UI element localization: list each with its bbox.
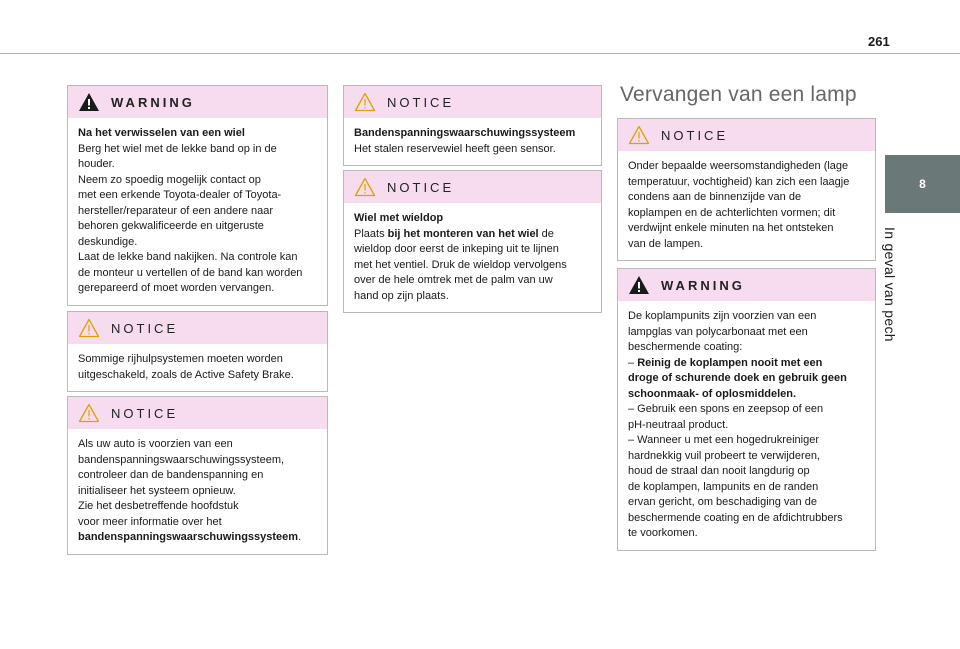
notice-box-wheel-cap	[343, 170, 602, 313]
text-line: over de hele omtrek met de palm van uw	[354, 274, 553, 286]
warning-triangle-icon	[78, 92, 100, 112]
notice-body	[68, 429, 327, 554]
warning-triangle-icon	[628, 275, 650, 295]
notice-box-spare-wheel	[343, 85, 602, 166]
text-pre: Plaats	[354, 227, 388, 240]
notice-box-tpms-reset	[67, 396, 328, 555]
chapter-label-wrap	[872, 222, 908, 347]
text-line: voor meer informatie over het	[78, 515, 222, 528]
warning-box-wheel-change	[67, 85, 328, 306]
notice-triangle-icon	[354, 177, 376, 197]
notice-body	[618, 151, 875, 260]
text-line: Laat de lekke band nakijken. Na controle kan	[78, 251, 298, 263]
text-line: beschermende coating en de afdichtrubbers	[628, 511, 843, 524]
chapter-label: In geval van pech	[882, 227, 898, 342]
text-line: temperatuur, vochtigheid) kan zich een laagje	[628, 175, 850, 188]
text-line: houder.	[78, 158, 115, 170]
chapter-tab[interactable]: 8	[885, 155, 960, 213]
text-line: van de lampen.	[628, 237, 704, 250]
notice-header	[618, 119, 875, 151]
text-line: koplampen en de achterlichten vormen; dit	[628, 206, 836, 219]
warning-title: WARNING	[111, 94, 195, 110]
text-line: Zie het desbetreffende hoofdstuk	[78, 500, 239, 512]
text-line: de koplampen, lampunits en de randen	[628, 480, 819, 493]
text-line: hardnekkig vuil probeert te verwijderen,	[628, 449, 820, 462]
notice-title: NOTICE	[111, 320, 179, 336]
notice-triangle-icon	[628, 125, 650, 145]
text-line: de monteur u vertellen of de band kan worden	[78, 266, 303, 279]
warning-body	[68, 118, 327, 305]
warning-subtitle: Na het verwisselen van een wiel	[78, 127, 245, 139]
text-line: ervan gericht, om beschadiging van de	[628, 496, 817, 508]
warning-title: WARNING	[661, 277, 745, 293]
notice-title: NOTICE	[387, 94, 455, 110]
notice-title: NOTICE	[661, 127, 729, 143]
text-line: uitgeschakeld, zoals de Active Safety Brake.	[78, 368, 294, 381]
text-line: lampglas van polycarbonaat met een	[628, 325, 808, 338]
text-line: condens aan de binnenzijde van de	[628, 191, 802, 203]
text-line: met het ventiel. Druk de wieldop vervolgens	[354, 258, 567, 271]
text-line: pH-neutraal product.	[628, 418, 729, 431]
warning-box-headlamp-cleaning	[617, 268, 876, 551]
notice-header	[344, 86, 601, 118]
notice-triangle-icon	[354, 92, 376, 112]
text-line: gerepareerd of moet worden vervangen.	[78, 282, 275, 294]
notice-box-driver-assist	[67, 311, 328, 392]
text-line: Neem zo spoedig mogelijk contact op	[78, 173, 261, 186]
notice-box-condensation	[617, 118, 876, 261]
warning-header	[68, 86, 327, 118]
section-title: Vervangen van een lamp	[620, 83, 857, 106]
text-line: Als uw auto is voorzien van een	[78, 438, 233, 450]
bold-text: bij het monteren van het wiel	[387, 227, 539, 240]
text-line: – Gebruik een spons en zeepsop of een	[628, 403, 824, 415]
notice-body	[344, 118, 601, 165]
bold-text: schoonmaak- of oplosmiddelen.	[628, 387, 797, 400]
bold-text: Reinig de koplampen nooit met een	[637, 356, 823, 369]
notice-subtitle: Wiel met wieldop	[354, 212, 444, 224]
notice-body	[68, 344, 327, 391]
notice-header	[68, 312, 327, 344]
notice-triangle-icon	[78, 403, 100, 423]
text-line: Onder bepaalde weersomstandigheden (lage	[628, 160, 849, 172]
text-post: de	[538, 227, 554, 240]
warning-header	[618, 269, 875, 301]
text-line: Sommige rijhulpsystemen moeten worden	[78, 353, 283, 365]
notice-header	[68, 397, 327, 429]
text-line: met een erkende Toyota-dealer of Toyota-	[78, 189, 282, 201]
notice-triangle-icon	[78, 318, 100, 338]
text-line: – Wanneer u met een hogedrukreiniger	[628, 434, 819, 446]
text-line: houd de straal dan nooit langdurig op	[628, 465, 810, 477]
text-line: Berg het wiel met de lekke band op in de	[78, 142, 277, 155]
bold-text: bandenspanningswaarschuwingssysteem	[78, 531, 299, 543]
page-number: 261	[868, 34, 890, 49]
text-line: hand op zijn plaats.	[354, 289, 449, 302]
notice-header	[344, 171, 601, 203]
text-line: De koplampunits zijn voorzien van een	[628, 310, 817, 322]
text-line: controleer dan de bandenspanning en	[78, 469, 264, 481]
notice-title: NOTICE	[387, 179, 455, 195]
text-line: behoren gekwalificeerde en uitgeruste	[78, 220, 264, 232]
top-divider	[0, 53, 960, 54]
text-line: hersteller/reparateur of een andere naar	[78, 204, 274, 217]
text-line: bandenspanningswaarschuwingssysteem,	[78, 453, 285, 466]
text-line: te voorkomen.	[628, 527, 698, 539]
text-line: initialiseer het systeem opnieuw.	[78, 484, 236, 497]
notice-subtitle: Bandenspanningswaarschuwingssysteem	[354, 127, 576, 139]
notice-body	[344, 203, 601, 312]
text-line: wieldop door eerst de inkeping uit te lijnen	[354, 243, 559, 255]
text-line: Het stalen reservewiel heeft geen sensor.	[354, 142, 556, 155]
text-line: deskundige.	[78, 235, 138, 248]
dash: –	[628, 356, 638, 369]
warning-body	[618, 301, 875, 550]
bold-text: droge of schurende doek en gebruik geen	[628, 372, 847, 384]
text-line: beschermende coating:	[628, 341, 743, 353]
text-tail: .	[298, 531, 302, 543]
text-line: verdwijnt enkele minuten na het ontsteken	[628, 222, 834, 234]
notice-title: NOTICE	[111, 405, 179, 421]
